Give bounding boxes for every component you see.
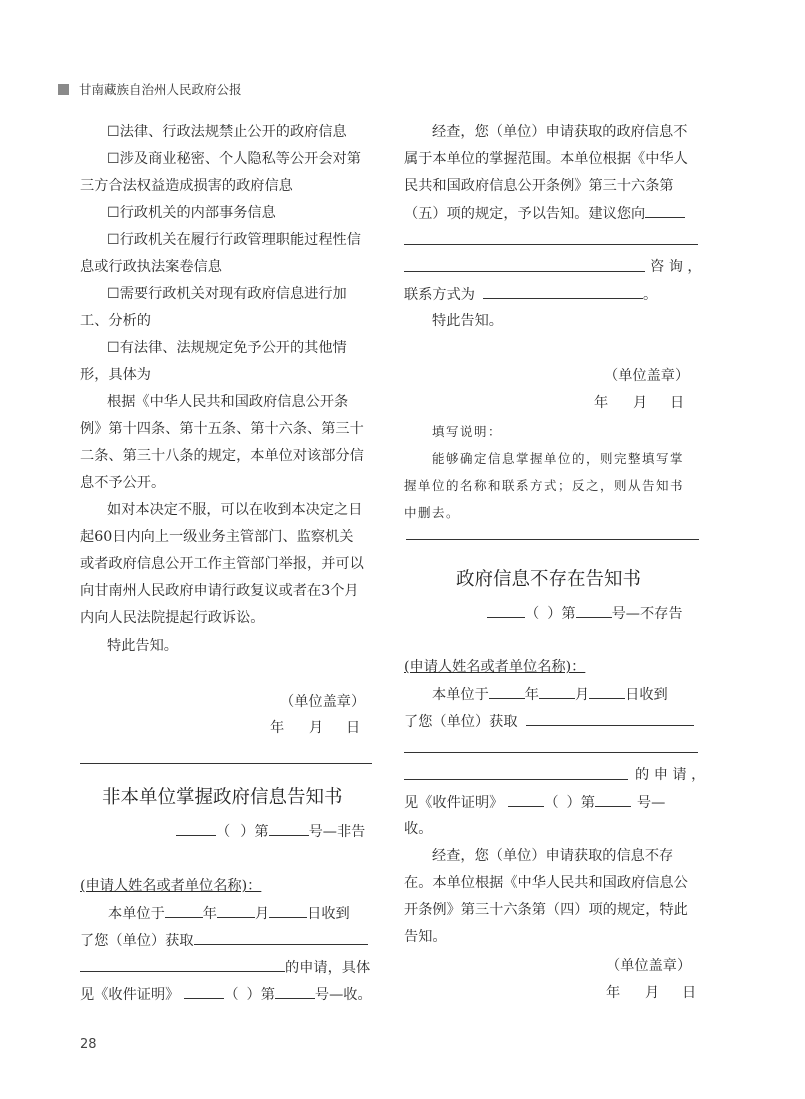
blank-field[interactable] — [526, 708, 694, 726]
right-line: 经查，您（单位）申请获取的政府信息不 — [432, 124, 688, 140]
body-text: 见《收件证明》 — [80, 987, 180, 1003]
blank-field[interactable] — [275, 981, 315, 999]
body-line: 经查，您（单位）申请获取的信息不存 — [432, 848, 674, 864]
blank-field[interactable] — [489, 681, 525, 699]
left-line: 或者政府信息公开工作主管部门举报，并可以 — [80, 556, 364, 572]
right-line: 属于本单位的掌握范围。本单位根据《中华人 — [404, 151, 688, 167]
date-day: 日 — [670, 395, 685, 411]
blank-field[interactable] — [269, 900, 307, 918]
blank-field[interactable] — [404, 254, 645, 272]
blank-field[interactable] — [595, 789, 631, 807]
blank-field[interactable] — [404, 762, 628, 780]
note-line: 握单位的名称和联系方式；反之，则从告知书 — [404, 478, 685, 493]
body-line: 开条例》第三十六条第（四）项的规定，特此 — [404, 902, 688, 918]
body-text: 见《收件证明》 — [404, 795, 504, 811]
body-line — [80, 954, 370, 981]
left-line: 形，具体为 — [80, 367, 151, 383]
right-line — [404, 254, 645, 281]
body-text: 号— — [636, 795, 666, 811]
body-text: 月 — [254, 906, 270, 922]
date-day: 日 — [346, 720, 361, 736]
left-line: ☐涉及商业秘密、个人隐私等公开会对第 — [107, 151, 361, 167]
body-text: ）第 — [246, 987, 275, 1003]
page-number: 28 — [80, 1037, 97, 1052]
number-text: （ — [525, 606, 540, 622]
blank-field[interactable] — [80, 954, 285, 972]
left-line: 如对本决定不服，可以在收到本决定之日 — [107, 502, 363, 518]
body-line — [80, 927, 368, 954]
body-text: 了您（单位）获取 — [80, 933, 194, 949]
left-line: 特此告知。 — [107, 638, 178, 654]
date-month: 月 — [633, 395, 648, 411]
note-line: 能够确定信息掌握单位的，则完整填写掌 — [432, 451, 685, 466]
date-year: 年 — [606, 985, 621, 1001]
right-line: 特此告知。 — [432, 313, 503, 329]
left-line: 二条、第三十八条的规定，本单位对该部分信 — [80, 448, 364, 464]
body-text: 联系方式为 — [404, 287, 475, 303]
date-year: 年 — [594, 395, 609, 411]
body-text: 月 — [574, 687, 590, 703]
number-text: 号—非告 — [308, 824, 366, 840]
blank-field[interactable] — [508, 789, 544, 807]
blank-field[interactable] — [176, 818, 216, 836]
blank-field[interactable] — [539, 681, 575, 699]
body-text: 本单位于 — [108, 906, 165, 922]
recipient-label: (申请人姓名或者单位名称)： — [80, 878, 262, 894]
body-line: 在。本单位根据《中华人民共和国政府信息公 — [404, 875, 688, 891]
blank-field[interactable] — [576, 600, 612, 618]
body-text: 年 — [524, 687, 539, 703]
blank-field[interactable] — [217, 900, 255, 918]
body-text: 日收到 — [625, 687, 668, 703]
body-text: 号—收。 — [314, 987, 372, 1003]
body-text: 。 — [642, 287, 658, 303]
left-line: ☐有法律、法规规定免予公开的其他情 — [107, 340, 347, 356]
body-line — [432, 681, 668, 708]
right-line: 民共和国政府信息公开条例》第三十六条第 — [404, 178, 674, 194]
date-year: 年 — [270, 720, 285, 736]
left-line: ☐行政机关的内部事务信息 — [107, 205, 276, 221]
notice-title: 非本单位掌握政府信息告知书 — [102, 787, 343, 808]
left-line: 向甘南州人民政府申请行政复议或者在3个月 — [80, 583, 359, 599]
notice-number — [487, 600, 683, 627]
note-line: 中删去。 — [404, 505, 461, 520]
seal-label: （单位盖章） — [606, 958, 692, 974]
date-month: 月 — [645, 985, 660, 1001]
section-divider — [80, 763, 372, 764]
note-title: 填写说明： — [432, 424, 503, 439]
left-line: 根据《中华人民共和国政府信息公开条 — [107, 394, 349, 410]
right-line — [404, 227, 698, 254]
section-divider — [406, 539, 699, 540]
blank-field[interactable] — [269, 818, 309, 836]
body-text: 的申请，具体 — [285, 960, 371, 976]
blank-field[interactable] — [184, 981, 224, 999]
body-text: ）第 — [566, 795, 595, 811]
blank-field[interactable] — [165, 900, 203, 918]
body-line — [404, 762, 628, 789]
seal-label: （单位盖章） — [280, 694, 366, 710]
body-line — [404, 735, 698, 762]
date-month: 月 — [309, 720, 324, 736]
number-text: ）第 — [240, 824, 269, 840]
left-line: 三方合法权益造成损害的政府信息 — [80, 178, 293, 194]
body-line — [404, 789, 665, 816]
body-text: 日收到 — [307, 906, 350, 922]
notice-title: 政府信息不存在告知书 — [456, 569, 642, 590]
header-title: 甘南藏族自治州人民政府公报 — [79, 82, 242, 97]
body-text: 本单位于 — [432, 687, 489, 703]
body-line: 收。 — [404, 821, 433, 837]
left-line: 起60日内向上一级业务主管部门、监察机关 — [80, 529, 354, 545]
header-square-icon — [58, 84, 69, 95]
left-line: 工、分析的 — [80, 313, 151, 329]
blank-field[interactable] — [487, 600, 525, 618]
number-text: ）第 — [547, 606, 576, 622]
blank-field[interactable] — [194, 927, 368, 945]
blank-field[interactable] — [589, 681, 625, 699]
date-day: 日 — [682, 985, 697, 1001]
blank-field[interactable] — [404, 735, 698, 753]
body-text: （ — [224, 987, 239, 1003]
body-line — [108, 900, 350, 927]
consult-text: 咨 询 ， — [650, 259, 702, 275]
blank-field[interactable] — [483, 281, 643, 299]
blank-field[interactable] — [645, 200, 685, 218]
left-line: 息不予公开。 — [80, 475, 166, 491]
right-line — [404, 281, 657, 308]
body-line — [404, 708, 694, 735]
left-line: 内向人民法院提起行政诉讼。 — [80, 610, 265, 626]
body-line — [80, 981, 372, 1008]
body-text: 年 — [202, 906, 217, 922]
running-header — [58, 80, 242, 98]
number-text: （ — [216, 824, 231, 840]
left-line: ☐行政机关在履行行政管理职能过程性信 — [107, 232, 361, 248]
right-line — [404, 200, 685, 227]
left-line: 例》第十四条、第十五条、第十六条、第三十 — [80, 421, 364, 437]
left-line: ☐需要行政机关对现有政府信息进行加 — [107, 286, 347, 302]
body-text: 了您（单位）获取 — [404, 714, 518, 730]
body-text: 的 申 请 ， — [635, 767, 706, 783]
body-text: （五）项的规定，予以告知。建议您向 — [404, 206, 646, 222]
recipient-label: (申请人姓名或者单位名称)： — [404, 659, 586, 675]
left-line: ☐法律、行政法规禁止公开的政府信息 — [107, 124, 347, 140]
seal-label: （单位盖章） — [604, 368, 690, 384]
blank-field[interactable] — [404, 227, 698, 245]
number-text: 号—不存告 — [611, 606, 683, 622]
left-line: 息或行政执法案卷信息 — [80, 259, 222, 275]
body-line: 告知。 — [404, 929, 447, 945]
body-text: （ — [544, 795, 559, 811]
notice-number — [176, 818, 365, 845]
